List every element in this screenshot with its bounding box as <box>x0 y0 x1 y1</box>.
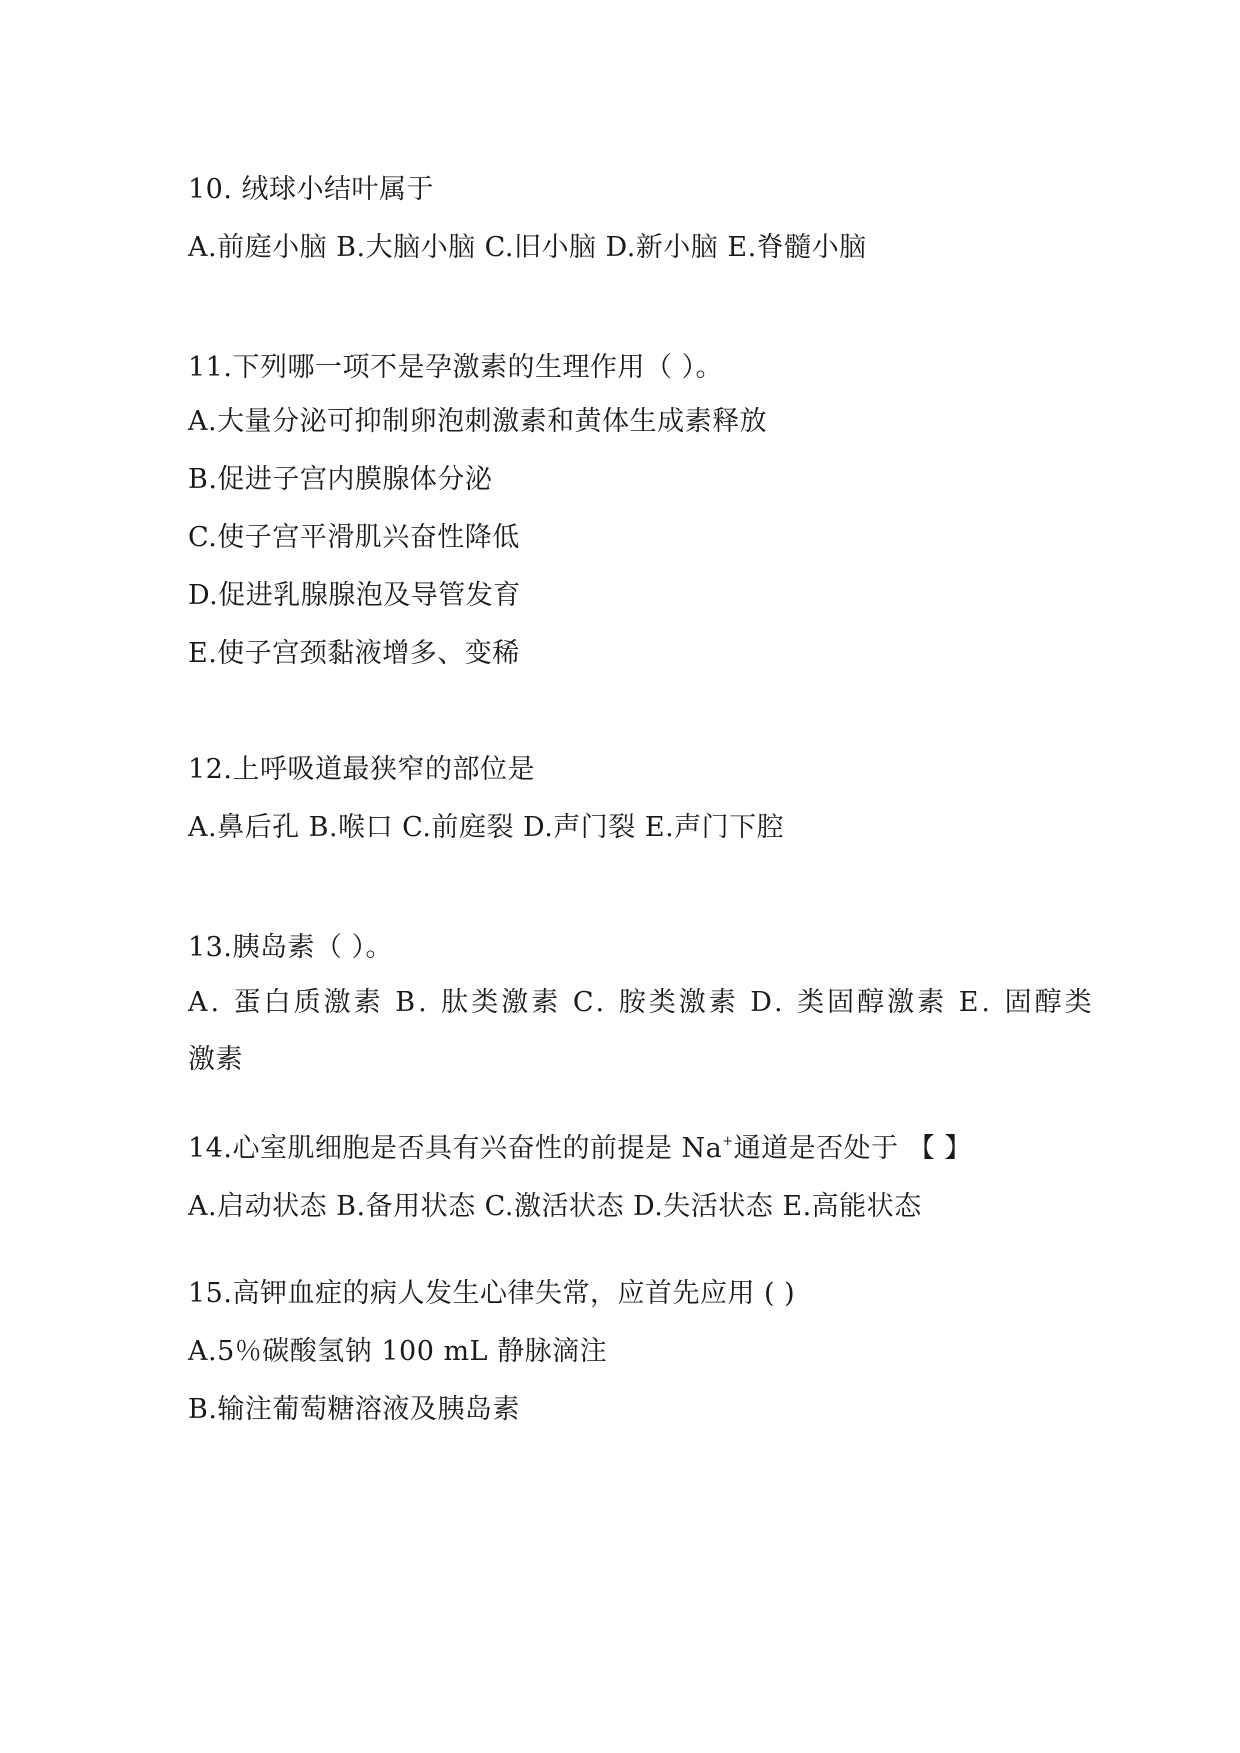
question-11-option-b: B.促进子宫内膜腺体分泌 <box>188 464 493 495</box>
question-11-option-c: C.使子宫平滑肌兴奋性降低 <box>188 522 520 553</box>
superscript-plus: + <box>722 1134 734 1149</box>
question-13-options-continued: 激素 <box>188 1044 243 1075</box>
question-14-stem <box>188 1131 972 1167</box>
question-14-stem-text: 14.心室肌细胞是否具有兴奋性的前提是 Na <box>188 1133 723 1164</box>
question-11-option-a: A.大量分泌可抑制卵泡刺激素和黄体生成素释放 <box>188 406 768 437</box>
question-11-option-d: D.促进乳腺腺泡及导管发育 <box>188 580 521 611</box>
question-10-options: A.前庭小脑 B.大脑小脑 C.旧小脑 D.新小脑 E.脊髓小脑 <box>188 232 867 263</box>
question-15-option-b: B.输注葡萄糖溶液及胰岛素 <box>188 1394 520 1425</box>
question-14-stem-text-end: 通道是否处于 【 】 <box>733 1133 972 1164</box>
question-12-stem: 12.上呼吸道最狭窄的部位是 <box>188 754 535 785</box>
question-13-options: A. 蛋白质激素 B. 肽类激素 C. 胺类激素 D. 类固醇激素 E. 固醇类 <box>188 987 1095 1018</box>
question-13-stem: 13.胰岛素（ ）。 <box>188 932 394 963</box>
question-11-stem: 11.下列哪一项不是孕激素的生理作用（ ）。 <box>188 352 724 383</box>
question-12-options: A.鼻后孔 B.喉口 C.前庭裂 D.声门裂 E.声门下腔 <box>188 812 785 843</box>
question-15-option-a: A.5％碳酸氢钠 100 mL 静脉滴注 <box>188 1336 608 1367</box>
question-10-stem: 10. 绒球小结叶属于 <box>188 174 435 205</box>
question-11-option-e: E.使子宫颈黏液增多、变稀 <box>188 638 520 669</box>
question-14-options: A.启动状态 B.备用状态 C.激活状态 D.失活状态 E.高能状态 <box>188 1191 922 1222</box>
question-15-stem: 15.高钾血症的病人发生心律失常，应首先应用 ( ) <box>188 1278 796 1309</box>
